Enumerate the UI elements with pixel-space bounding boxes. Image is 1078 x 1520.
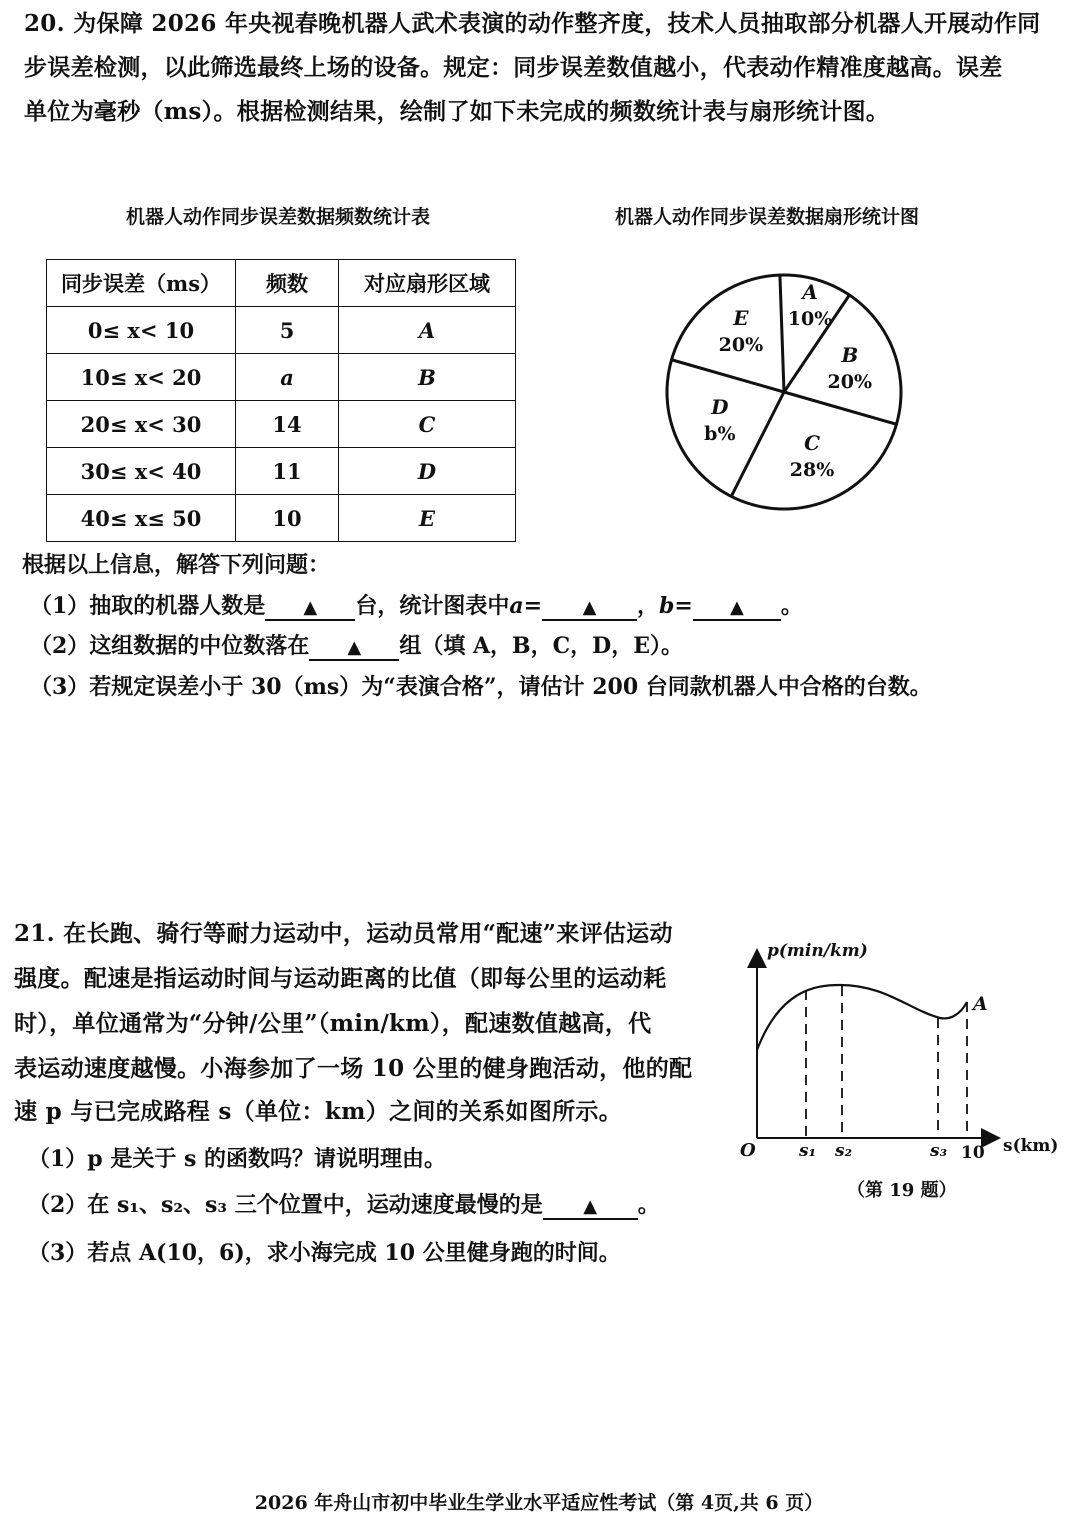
pie-slice-percent-a: 10% bbox=[787, 308, 833, 331]
page-footer: 2026 年舟山市初中毕业生学业水平适应性考试（第 4页,共 6 页） bbox=[254, 1492, 824, 1514]
tick-s1: s₁ bbox=[799, 1141, 817, 1161]
pie-slice-percent-d: b% bbox=[704, 423, 736, 446]
q21-line-5: 速 p 与已完成路程 s（单位：km）之间的关系如图所示。 bbox=[14, 1098, 623, 1125]
table-row bbox=[47, 448, 516, 495]
pace-graph bbox=[735, 930, 1075, 1210]
q20-line-1: 20. 为保障 2026 年央视春晚机器人武术表演的动作整齐度，技术人员抽取部分机器人开展动作同 bbox=[24, 10, 1041, 37]
pie-title: 机器人动作同步误差数据扇形统计图 bbox=[615, 206, 920, 228]
q20-sub1 bbox=[30, 589, 803, 621]
pie-slice-percent-c: 28% bbox=[789, 459, 835, 482]
table-row bbox=[47, 354, 516, 401]
cell-frequency: 5 bbox=[236, 307, 339, 354]
q21-line-3: 时），单位通常为“分钟/公里”（min/km），配速数值越高，代 bbox=[14, 1010, 652, 1037]
q21-line-4: 表运动速度越慢。小海参加了一场 10 公里的健身跑活动，他的配 bbox=[14, 1055, 693, 1082]
pie-chart bbox=[650, 260, 920, 520]
answer-blank-b[interactable]: ▲ bbox=[693, 597, 781, 621]
tick-10: 10 bbox=[961, 1143, 985, 1163]
table-title: 机器人动作同步误差数据频数统计表 bbox=[126, 206, 431, 228]
q20-lead: 根据以上信息，解答下列问题： bbox=[22, 552, 331, 578]
q21-sub2-text-a: （2）在 s₁、s₂、s₃ 三个位置中，运动速度最慢的是 bbox=[28, 1192, 543, 1218]
q21-sub2 bbox=[28, 1188, 660, 1220]
cell-region: B bbox=[339, 354, 516, 401]
pace-curve bbox=[757, 985, 967, 1050]
cell-range: 10≤ x< 20 bbox=[47, 354, 236, 401]
q21-sub1: （1）p 是关于 s 的函数吗？请说明理由。 bbox=[28, 1146, 447, 1172]
cell-frequency: 10 bbox=[236, 495, 339, 542]
pie-slice-label-e: E bbox=[733, 305, 749, 330]
q20-sub1-end: 。 bbox=[780, 593, 803, 619]
frequency-table bbox=[46, 259, 516, 542]
q20-sub2 bbox=[30, 629, 683, 661]
x-axis-label: s(km) bbox=[1003, 1136, 1059, 1156]
pie-slice-label-c: C bbox=[804, 431, 820, 456]
q20-line-3: 单位为毫秒（ms）。根据检测结果，绘制了如下未完成的频数统计表与扇形统计图。 bbox=[24, 98, 890, 125]
cell-range: 20≤ x< 30 bbox=[47, 401, 236, 448]
answer-blank-slowest[interactable]: ▲ bbox=[543, 1196, 638, 1220]
q20-sub1-text-b: 台，统计图表中 bbox=[355, 593, 510, 619]
q20-sub1-b-label: b= bbox=[659, 593, 693, 619]
q21-line-2: 强度。配速是指运动时间与运动距离的比值（即每公里的运动耗 bbox=[14, 965, 667, 992]
header-region: 对应扇形区域 bbox=[339, 260, 516, 307]
answer-blank-a[interactable]: ▲ bbox=[542, 597, 637, 621]
cell-frequency: a bbox=[236, 354, 339, 401]
cell-frequency: 14 bbox=[236, 401, 339, 448]
point-a-label: A bbox=[973, 993, 988, 1015]
q20-sub1-comma: ， bbox=[637, 593, 660, 619]
q21-sub3: （3）若点 A(10，6)，求小海完成 10 公里健身跑的时间。 bbox=[28, 1240, 621, 1266]
cell-region: E bbox=[339, 495, 516, 542]
q20-sub3: （3）若规定误差小于 30（ms）为“表演合格”，请估计 200 台同款机器人中合格的台数。 bbox=[30, 674, 932, 700]
q20-line-2: 步误差检测，以此筛选最终上场的设备。规定：同步误差数值越小，代表动作精准度越高。误差 bbox=[24, 54, 1003, 81]
header-frequency: 频数 bbox=[236, 260, 339, 307]
table-row bbox=[47, 401, 516, 448]
table-header-row bbox=[47, 260, 516, 307]
cell-region: C bbox=[339, 401, 516, 448]
cell-region: A bbox=[339, 307, 516, 354]
q20-sub1-text-a: （1）抽取的机器人数是 bbox=[30, 593, 266, 619]
cell-range: 0≤ x< 10 bbox=[47, 307, 236, 354]
figure-caption: （第 19 题） bbox=[847, 1180, 957, 1201]
pie-slice-label-b: B bbox=[841, 343, 859, 368]
pie-slice-percent-e: 20% bbox=[718, 333, 764, 356]
q20-sub1-a-label: a= bbox=[509, 593, 543, 619]
pie-slice-percent-b: 20% bbox=[827, 371, 873, 394]
pie-slice-label-a: A bbox=[802, 280, 818, 305]
header-error: 同步误差（ms） bbox=[47, 260, 236, 307]
q20-sub2-text-b: 组（填 A，B，C，D，E）。 bbox=[399, 633, 683, 659]
cell-region: D bbox=[339, 448, 516, 495]
table-row bbox=[47, 495, 516, 542]
cell-range: 30≤ x< 40 bbox=[47, 448, 236, 495]
q21-sub2-end: 。 bbox=[637, 1192, 660, 1218]
q21-line-1: 21. 在长跑、骑行等耐力运动中，运动员常用“配速”来评估运动 bbox=[14, 920, 673, 947]
cell-range: 40≤ x≤ 50 bbox=[47, 495, 236, 542]
table-row bbox=[47, 307, 516, 354]
q20-sub2-text-a: （2）这组数据的中位数落在 bbox=[30, 633, 310, 659]
cell-frequency: 11 bbox=[236, 448, 339, 495]
tick-s2: s₂ bbox=[835, 1141, 853, 1161]
answer-blank-median[interactable]: ▲ bbox=[309, 637, 399, 661]
y-axis-label: p(min/km) bbox=[767, 941, 868, 961]
origin-label: O bbox=[740, 1140, 756, 1161]
tick-s3: s₃ bbox=[930, 1141, 948, 1161]
answer-blank-count[interactable]: ▲ bbox=[265, 597, 355, 621]
pie-slice-label-d: D bbox=[711, 395, 729, 420]
